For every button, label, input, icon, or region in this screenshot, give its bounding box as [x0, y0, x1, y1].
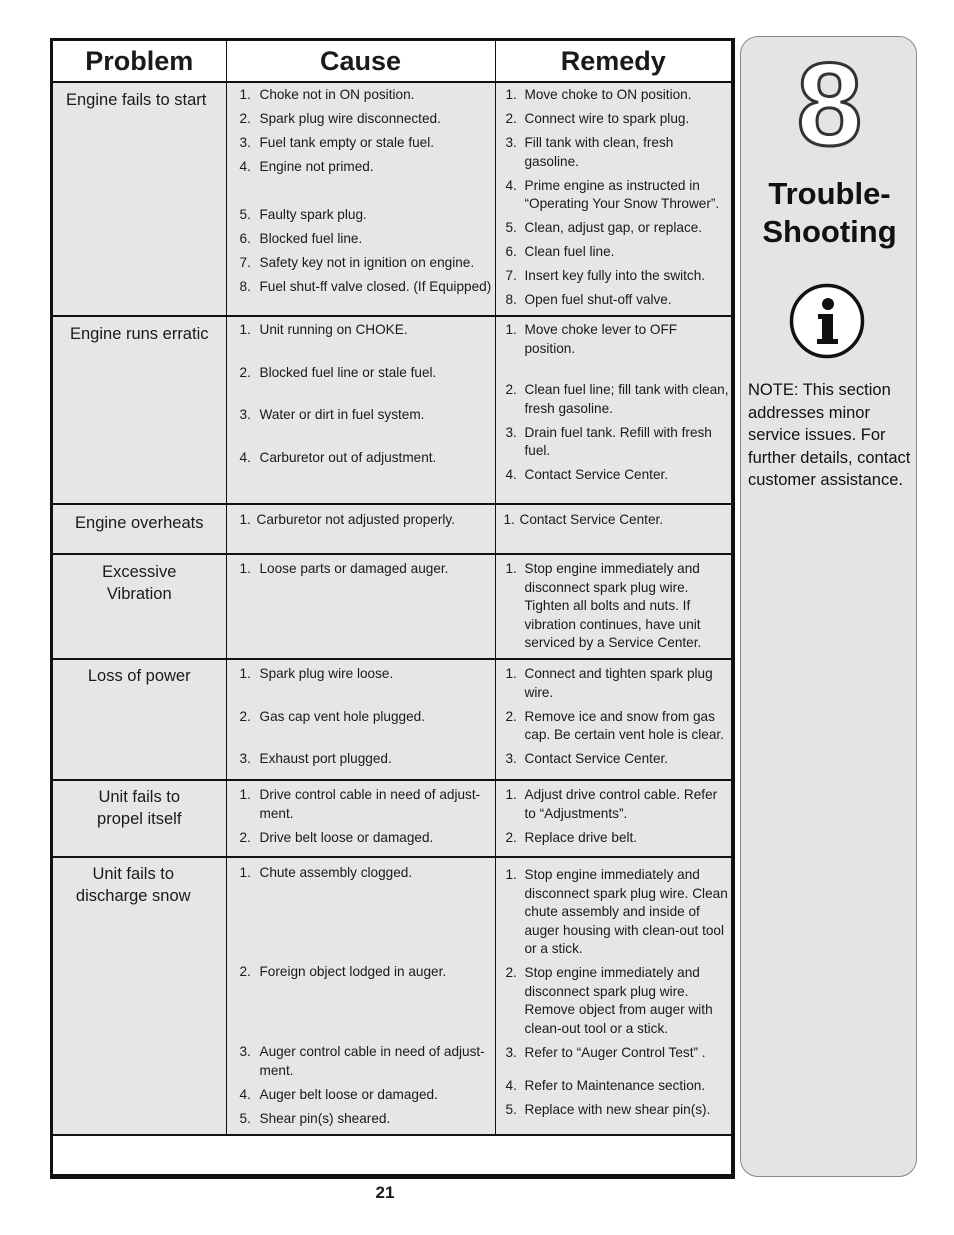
list-item: 1. Stop engine immediately and disconnect spark plug wire. Tighten all bolts and nuts. If vibration continues, have unit serviced by a Service Center.	[505, 561, 702, 650]
list-item: 2. Gas cap vent hole plugged.	[239, 708, 426, 724]
table-row	[53, 780, 731, 857]
list-item: 4. Auger belt loose or damaged.	[239, 1086, 438, 1102]
remedy-list	[496, 83, 732, 310]
cause-list	[227, 317, 495, 467]
list-item: 2. Remove ice and snow from gas cap. Be certain vent hole is clear.	[505, 708, 724, 742]
problem-cell: Excessive Vibration	[102, 563, 177, 603]
list-item: 1. Chute assembly clogged.	[239, 865, 413, 880]
list-item: 7. Insert key fully into the switch.	[505, 268, 706, 283]
list-item: 3. Drain fuel tank. Refill with fresh fuel.	[505, 424, 712, 458]
list-item: 6. Clean fuel line.	[505, 244, 615, 259]
page-number: 21	[375, 1183, 395, 1202]
list-item: 6. Blocked fuel line.	[239, 230, 363, 246]
list-item: 4. Refer to Maintenance section.	[505, 1078, 706, 1093]
list-item: 1. Contact Service Center.	[503, 512, 664, 527]
list-item: 2. Foreign object lodged in auger.	[239, 963, 447, 979]
troubleshooting-table	[53, 41, 731, 1136]
remedy-list	[496, 858, 732, 1120]
cause-list	[227, 858, 495, 1128]
problem-cell: Unit fails to propel itself	[97, 788, 182, 828]
list-item: 2. Clean fuel line; fill tank with clean, fresh gasoline.	[505, 382, 729, 416]
remedy-list	[496, 317, 732, 485]
list-item: 5. Faulty spark plug.	[239, 206, 367, 222]
table-row	[53, 316, 731, 504]
cause-list	[227, 83, 495, 296]
list-item: 3. Contact Service Center.	[505, 751, 669, 766]
chapter-title: Trouble- Shooting	[762, 176, 897, 249]
problem-cell: Engine overheats	[75, 514, 204, 532]
problem-cell: Engine runs erratic	[70, 325, 209, 343]
list-item: 2. Spark plug wire disconnected.	[239, 111, 441, 126]
list-item: 3. Auger control cable in need of adjust- ment.	[239, 1044, 485, 1078]
list-item: 1. Stop engine immediately and disconnect spark plug wire. Clean chute assembly and inside of auger housing with clean-out tool or a stick.	[505, 867, 728, 956]
list-item: 3. Exhaust port plugged.	[239, 751, 392, 766]
problem-cell: Engine fails to start	[66, 91, 207, 109]
cause-list	[227, 505, 495, 530]
list-item: 8. Open fuel shut-off valve.	[505, 292, 672, 307]
header-remedy: Remedy	[495, 41, 731, 82]
list-item: 1. Move choke lever to OFF position.	[505, 322, 678, 356]
list-item: 3. Water or dirt in fuel system.	[239, 407, 425, 422]
list-item: 2. Blocked fuel line or stale fuel.	[239, 364, 437, 380]
list-item: 3. Fill tank with clean, fresh gasoline.	[505, 135, 674, 169]
table-header-row	[53, 41, 731, 82]
table-row	[53, 504, 731, 554]
header-problem: Problem	[53, 41, 226, 82]
remedy-list	[496, 660, 732, 769]
list-item: 2. Connect wire to spark plug.	[505, 111, 690, 126]
list-item: 1. Unit running on CHOKE.	[239, 322, 408, 337]
list-item: 1. Spark plug wire loose.	[239, 666, 394, 681]
table-row	[53, 659, 731, 780]
table-row	[53, 857, 731, 1135]
list-item: 7. Safety key not in ignition on engine.	[239, 254, 475, 270]
chapter-number: 8	[796, 39, 863, 171]
list-item: 8. Fuel shut-ff valve closed. (If Equipped)	[239, 278, 492, 294]
list-item: 4. Contact Service Center.	[505, 467, 669, 482]
remedy-list	[496, 555, 732, 653]
info-icon	[789, 283, 865, 359]
list-item: 5. Replace with new shear pin(s).	[505, 1102, 711, 1117]
list-item: 2. Stop engine immediately and disconnect spark plug wire. Remove object from auger with clean-out tool or a stick.	[505, 965, 713, 1036]
list-item: 3. Fuel tank empty or stale fuel.	[239, 135, 435, 150]
cause-list	[227, 781, 495, 847]
list-item: 1. Adjust drive control cable. Refer to “Adjustments”.	[505, 787, 718, 821]
remedy-list	[496, 781, 732, 847]
troubleshooting-table-frame	[50, 38, 735, 1179]
list-item: 2. Drive belt loose or damaged.	[239, 829, 434, 845]
list-item: 1. Connect and tighten spark plug wire.	[505, 666, 713, 700]
list-item: 3. Refer to “Auger Control Test” .	[505, 1044, 706, 1060]
problem-cell: Unit fails to discharge snow	[75, 865, 191, 905]
cause-list	[227, 660, 495, 769]
list-item: 1. Drive control cable in need of adjust- ment.	[239, 787, 481, 821]
list-item: 5. Shear pin(s) sheared.	[239, 1110, 391, 1126]
table-row	[53, 82, 731, 316]
list-item: 4. Engine not primed.	[239, 159, 374, 174]
list-item: 4. Prime engine as instructed in “Operating Your Snow Thrower”.	[505, 177, 720, 211]
header-cause: Cause	[226, 41, 495, 82]
note-text: NOTE: This section addresses minor service issues. For further details, contact customer assistance.	[748, 381, 911, 489]
problem-cell: Loss of power	[87, 667, 191, 685]
list-item: 1. Loose parts or damaged auger.	[239, 561, 449, 576]
list-item: 1. Choke not in ON position.	[239, 87, 415, 102]
list-item: 2. Replace drive belt.	[505, 829, 638, 845]
list-item: 5. Clean, adjust gap, or replace.	[505, 220, 703, 235]
table-row	[53, 554, 731, 659]
chapter-sidebar	[740, 36, 917, 1177]
cause-list	[227, 555, 495, 579]
list-item: 1. Carburetor not adjusted properly.	[239, 512, 455, 527]
remedy-list	[496, 505, 732, 530]
list-item: 4. Carburetor out of adjustment.	[239, 449, 437, 465]
list-item: 1. Move choke to ON position.	[505, 87, 692, 102]
